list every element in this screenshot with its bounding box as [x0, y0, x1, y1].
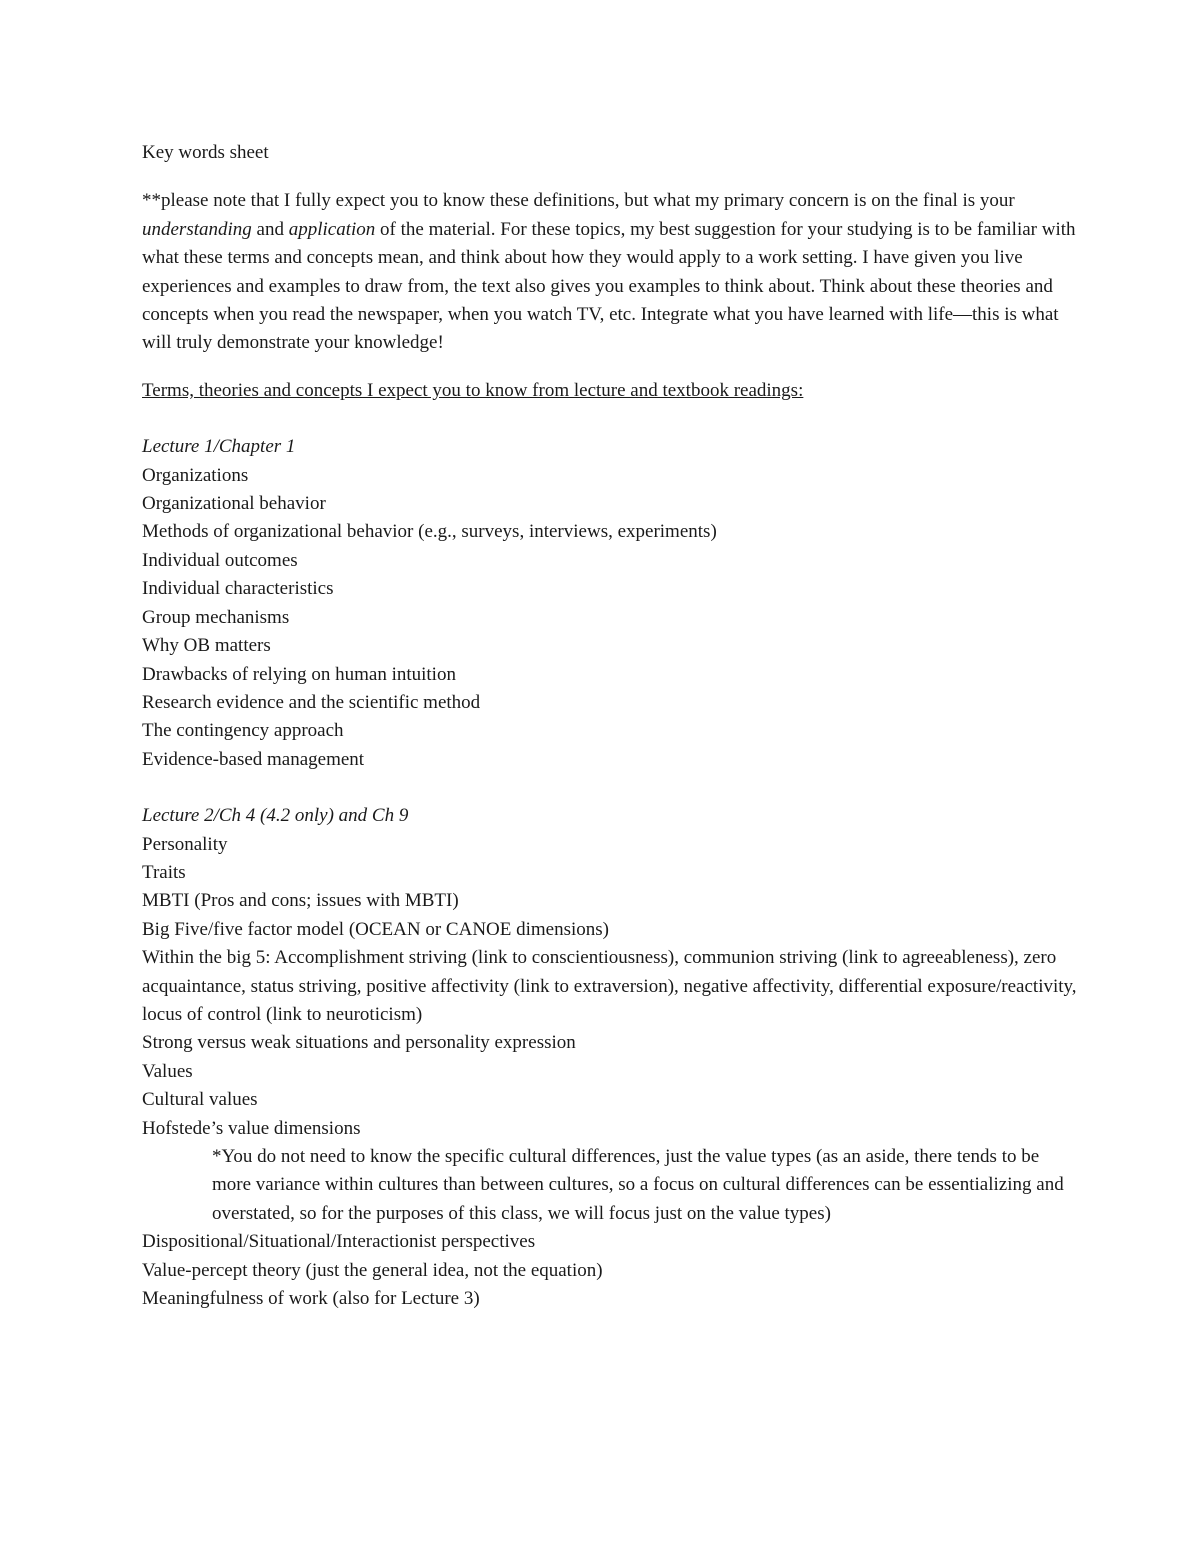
document-title: Key words sheet: [142, 142, 269, 163]
instructions-note: [142, 187, 1082, 357]
list-item: Within the big 5: Accomplishment striving (link to conscientiousness), communion striving (link to agreeableness), zero acquaintance, status striving, positive affectivity (link to extraversion), negative affectivity, differential exposure/reactivity, locus of control (link to neuroticism): [142, 947, 1077, 1025]
note-emphasis-understanding: understanding: [142, 218, 252, 240]
list-item: Hofstede’s value dimensions: [142, 1117, 361, 1139]
list-item: Individual outcomes: [142, 549, 298, 571]
note-text-1: **please note that I fully expect you to know these definitions, but what my primary concern is on the final is your: [142, 190, 1015, 212]
note-text-3: of the material. For these topics, my best suggestion for your studying is to be familiar with what these terms and concepts mean, and think about how they would apply to a work setting. I have given you live experiences and examples to draw from, the text also gives you examples to think about. Think about these theories and concepts when you read the newspaper, when you watch TV, etc. Integrate what you have learned with life—this is what will truly demonstrate your knowledge!: [142, 218, 1076, 354]
section-title: Lecture 2/Ch 4 (4.2 only) and Ch 9: [142, 805, 409, 827]
list-item: Value-percept theory (just the general idea, not the equation): [142, 1259, 603, 1281]
list-item: Meaningfulness of work (also for Lecture 3): [142, 1288, 480, 1310]
list-item: The contingency approach: [142, 720, 344, 742]
section-lecture-2: [142, 802, 1082, 1313]
list-item: Traits: [142, 861, 186, 883]
list-item: MBTI (Pros and cons; issues with MBTI): [142, 890, 459, 912]
section-title: Lecture 1/Chapter 1: [142, 436, 296, 458]
list-item: Organizations: [142, 464, 249, 486]
list-item: Why OB matters: [142, 635, 271, 657]
list-item: Dispositional/Situational/Interactionist perspectives: [142, 1231, 536, 1253]
list-item: Strong versus weak situations and personality expression: [142, 1032, 576, 1054]
section-lecture-1: [142, 433, 1082, 774]
list-item: Values: [142, 1060, 193, 1082]
document-page: [142, 139, 1082, 1313]
list-item: Personality: [142, 833, 228, 855]
list-item: Individual characteristics: [142, 578, 334, 600]
list-item: Research evidence and the scientific method: [142, 691, 481, 713]
list-item: Evidence-based management: [142, 748, 365, 770]
list-item: Big Five/five factor model (OCEAN or CANOE dimensions): [142, 918, 610, 940]
terms-heading: Terms, theories and concepts I expect you to know from lecture and textbook readings:: [142, 379, 804, 401]
note-emphasis-application: application: [288, 218, 376, 240]
list-item: Drawbacks of relying on human intuition: [142, 663, 456, 685]
list-item: Group mechanisms: [142, 606, 290, 628]
list-item: Cultural values: [142, 1089, 258, 1111]
list-item: Methods of organizational behavior (e.g., surveys, interviews, experiments): [142, 521, 717, 543]
list-item: Organizational behavior: [142, 493, 326, 515]
hofstede-subnote: *You do not need to know the specific cultural differences, just the value types (as an aside, there tends to be more variance within cultures than between cultures, so a focus on cultural differences can be essentializing and overstated, so for the purposes of this class, we will focus just on the value types): [212, 1146, 1064, 1224]
note-text-2: and: [251, 218, 289, 240]
